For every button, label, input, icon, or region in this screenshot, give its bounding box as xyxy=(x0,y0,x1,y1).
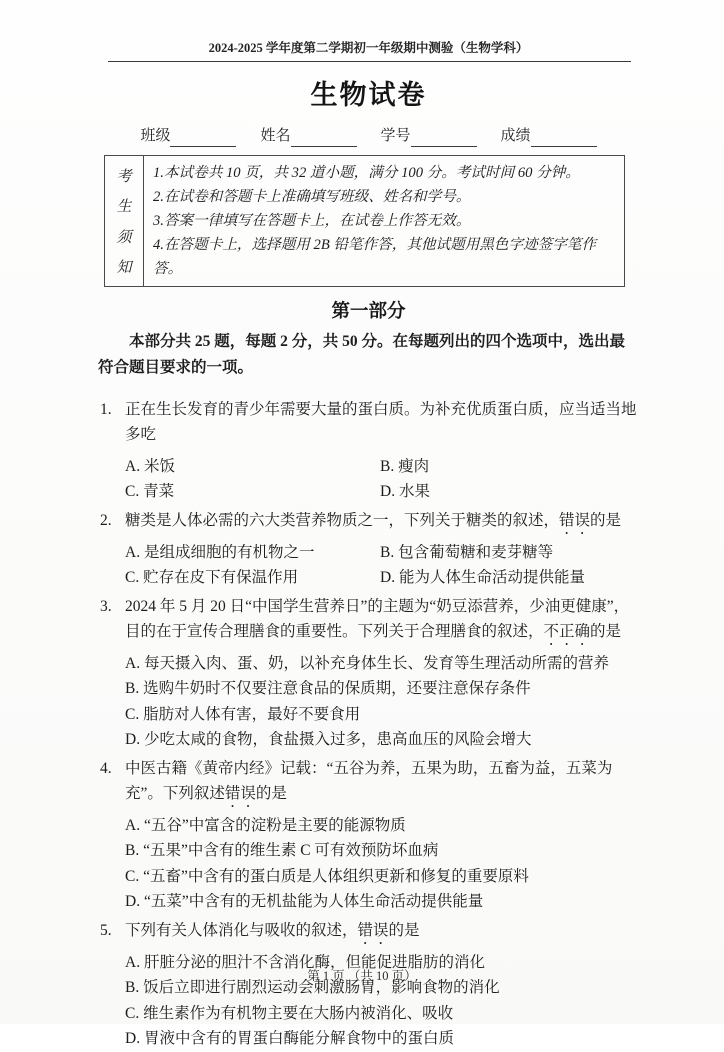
options-list xyxy=(125,651,639,753)
page-title: 生物试卷 xyxy=(310,80,427,110)
question-stem xyxy=(125,756,639,811)
notice-item: 4.在答题卡上，选择题用 2B 铅笔作答，其他试题用黑色字迹签字笔作答。 xyxy=(153,237,597,277)
question-number: 3. xyxy=(100,597,112,615)
option-b: B. 选购牛奶时不仅要注意食品的保质期，还要注意保存条件 xyxy=(125,680,531,697)
option-b: B. 瘦肉 xyxy=(380,457,430,475)
option-d: D. 能为人体生命活动提供能量 xyxy=(380,569,585,586)
stem-text: 糖类是人体必需的六大类营养物质之一，下列关于糖类的叙述， xyxy=(125,511,560,529)
question-stem xyxy=(125,918,639,948)
question-stem xyxy=(125,594,639,649)
info-blank-name xyxy=(291,130,357,147)
question-item-4 xyxy=(98,756,639,915)
stem-emphasis: 错误 xyxy=(559,511,591,529)
options-grid xyxy=(125,540,639,591)
options-list xyxy=(125,813,639,915)
option-b: B. 包含葡萄糖和麦芽糖等 xyxy=(380,543,554,561)
page-content xyxy=(98,0,639,1052)
header-rule xyxy=(108,61,631,62)
question-stem xyxy=(125,397,639,452)
stem-text: 的是 xyxy=(590,511,622,529)
part-one-heading: 第一部分 xyxy=(331,302,406,322)
question-number: 2. xyxy=(100,511,112,529)
option-c: C. 脂肪对人体有害，最好不要食用 xyxy=(125,705,361,723)
notice-side-char: 考 xyxy=(116,168,132,185)
info-field-class xyxy=(140,126,236,147)
notice-item: 2.在试卷和答题卡上准确填写班级、姓名和学号。 xyxy=(153,189,471,205)
option-d: D. 胃液中含有的胃蛋白酶能分解食物中的蛋白质 xyxy=(125,1030,454,1047)
option-d: D. 水果 xyxy=(380,483,430,500)
notice-side-char: 生 xyxy=(116,199,132,216)
question-item-1 xyxy=(98,397,639,505)
option-d: D. 少吃太咸的食物，食盐摄入过多，患高血压的风险会增大 xyxy=(125,731,532,748)
stem-text: 的是 xyxy=(590,622,622,640)
stem-emphasis: 不正确 xyxy=(543,622,591,640)
info-label-name: 姓名 xyxy=(260,128,291,144)
option-a: A. 米饭 xyxy=(125,457,175,475)
option-c: C. 贮存在皮下有保温作用 xyxy=(125,569,299,586)
question-number: 1. xyxy=(100,400,112,418)
notice-side-char: 知 xyxy=(116,260,132,277)
options-grid xyxy=(125,454,639,505)
notice-items xyxy=(144,156,624,286)
stem-text: 下列有关人体消化与吸收的叙述， xyxy=(125,921,358,939)
info-bar xyxy=(98,126,639,147)
stem-text: 的是 xyxy=(255,784,287,802)
option-c: C. 青菜 xyxy=(125,483,175,500)
option-a: A. 每天摄入肉、蛋、奶，以补充身体生长、发育等生理活动所需的营养 xyxy=(125,654,609,672)
stem-text: 2024 年 5 月 20 日“中国学生营养日”的主题为“奶豆添营养，少油更健康”，目的在于宣传合理膳食的重要性。下列关于合理膳食的叙述， xyxy=(125,597,630,640)
notice-item: 1.本试卷共 10 页，共 32 道小题，满分 100 分。考试时间 60 分钟。 xyxy=(153,165,580,181)
stem-emphasis: 错误 xyxy=(357,921,389,939)
options-list xyxy=(125,950,639,1052)
info-field-student-id xyxy=(381,126,477,147)
info-label-class: 班级 xyxy=(140,128,171,144)
info-label-score: 成绩 xyxy=(500,128,531,144)
question-item-3 xyxy=(98,594,639,753)
question-stem xyxy=(125,508,639,538)
info-blank-class xyxy=(170,130,236,147)
info-field-name xyxy=(260,126,356,147)
question-item-5 xyxy=(98,918,639,1052)
notice-item: 3.答案一律填写在答题卡上，在试卷上作答无效。 xyxy=(153,213,471,229)
option-b: B. 饭后立即进行剧烈运动会刺激肠胃，影响食物的消化 xyxy=(125,979,500,996)
question-number: 4. xyxy=(100,759,112,777)
option-d: D. “五菜”中含有的无机盐能为人体生命活动提供能量 xyxy=(125,893,484,910)
question-number: 5. xyxy=(100,921,112,939)
page-footer: 第 1 页 （共 10 页） xyxy=(307,969,417,983)
info-label-student-id: 学号 xyxy=(380,128,411,144)
question-item-2 xyxy=(98,508,639,591)
part-one-instructions: 本部分共 25 题，每题 2 分，共 50 分。在每题列出的四个选项中，选出最符合题目要求的一项。 xyxy=(98,333,626,376)
info-blank-score xyxy=(531,130,597,147)
stem-text: 中医古籍《黄帝内经》记载：“五谷为养，五果为助，五畜为益，五菜为充”。下列叙述 xyxy=(125,759,613,802)
header-course-line: 2024-2025 学年度第二学期初一年级期中测验（生物学科） xyxy=(208,41,529,55)
stem-emphasis: 错误 xyxy=(224,784,256,802)
notice-box xyxy=(104,155,625,287)
notice-side-label xyxy=(105,156,144,286)
option-a: A. “五谷”中富含的淀粉是主要的能源物质 xyxy=(125,816,406,834)
option-a: A. 是组成细胞的有机物之一 xyxy=(125,543,315,561)
option-b: B. “五果”中含有的维生素 C 可有效预防坏血病 xyxy=(125,842,439,859)
info-field-score xyxy=(501,126,597,147)
stem-text: 的是 xyxy=(388,921,420,939)
stem-text: 正在生长发育的青少年需要大量的蛋白质。为补充优质蛋白质，应当适当地多吃 xyxy=(125,400,637,443)
option-c: C. “五畜”中含有的蛋白质是人体组织更新和修复的重要原料 xyxy=(125,867,529,885)
notice-side-char: 须 xyxy=(116,229,132,246)
option-a: A. 肝脏分泌的胆汁不含消化酶，但能促进脂肪的消化 xyxy=(125,953,485,971)
option-c: C. 维生素作为有机物主要在大肠内被消化、吸收 xyxy=(125,1004,454,1022)
info-blank-student-id xyxy=(411,130,477,147)
